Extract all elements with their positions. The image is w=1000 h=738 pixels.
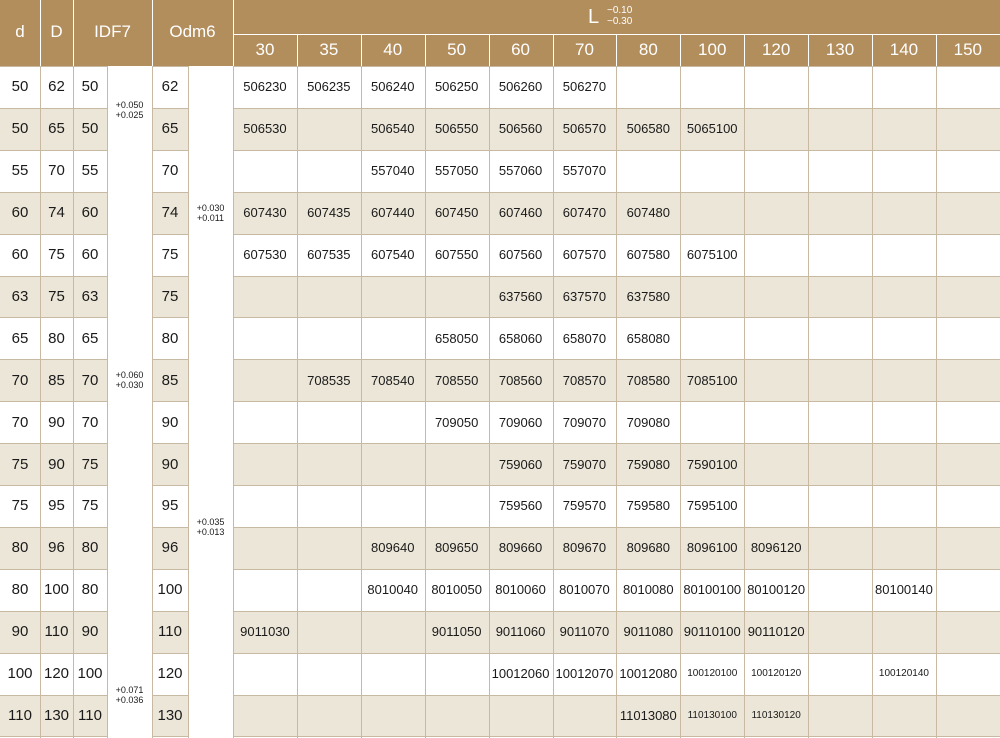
header-divider [744, 34, 745, 66]
cell-D: 62 [48, 78, 65, 96]
part-code: 11013080 [619, 707, 677, 723]
part-code: 658050 [434, 330, 479, 346]
cell-odm6: 74 [161, 204, 179, 222]
part-code: 637580 [626, 288, 671, 304]
part-code: 607470 [562, 205, 607, 221]
part-code: 80100100 [683, 582, 742, 598]
part-code: 506540 [371, 121, 415, 137]
cell-d: 60 [11, 204, 29, 222]
part-code: 8010050 [431, 582, 482, 598]
header-divider [425, 34, 426, 66]
part-code: 557060 [498, 163, 543, 179]
part-code: 506235 [307, 79, 351, 95]
cell-odm6: 75 [161, 246, 179, 264]
part-code: 80100120 [747, 582, 806, 598]
part-code: 759080 [626, 456, 671, 472]
header-divider [152, 0, 153, 66]
part-code: 100120100 [687, 668, 738, 680]
idf7-tolerance [107, 685, 152, 705]
part-code: 557040 [371, 163, 415, 179]
part-code: 506270 [562, 79, 607, 95]
part-code: 637570 [562, 288, 607, 304]
cell-odm6: 90 [161, 413, 179, 431]
part-code: 708535 [307, 372, 351, 388]
part-code: 809640 [371, 540, 415, 556]
tolerance-upper: +0.030 [196, 203, 225, 213]
part-code: 708580 [626, 372, 671, 388]
grid-line [808, 66, 809, 738]
part-code: 607480 [626, 205, 671, 221]
header-length-70: 70 [574, 40, 594, 59]
part-code: 759570 [562, 498, 607, 514]
header-divider [233, 0, 234, 66]
cell-d: 63 [11, 287, 29, 305]
part-code: 9011050 [431, 624, 482, 640]
part-code: 506250 [434, 79, 479, 95]
cell-odm6: 95 [161, 497, 179, 515]
part-code: 658070 [562, 330, 607, 346]
header-length-60: 60 [511, 40, 530, 59]
cell-d: 80 [11, 581, 29, 599]
part-code: 708570 [562, 372, 607, 388]
header-divider [40, 0, 41, 66]
part-code: 607450 [434, 205, 479, 221]
cell-odm6: 110 [158, 623, 182, 641]
part-code: 759580 [626, 498, 671, 514]
part-code: 9011060 [495, 624, 546, 640]
cell-odm6: 96 [161, 539, 179, 557]
odm6-tolerance [188, 517, 233, 537]
idf7-tolerance [107, 370, 152, 390]
grid-line [107, 66, 108, 738]
cell-d: 55 [11, 162, 29, 180]
cell-d: 100 [7, 665, 33, 683]
cell-d: 70 [11, 413, 29, 431]
part-code: 809650 [434, 540, 479, 556]
cell-D: 95 [48, 497, 65, 515]
cell-D: 100 [43, 581, 70, 599]
header-divider [361, 34, 362, 66]
cell-odm6: 65 [161, 120, 179, 138]
part-code: 7595100 [686, 498, 738, 514]
cell-odm6: 120 [157, 665, 183, 683]
tolerance-column-bg [188, 66, 233, 738]
part-code: 709080 [626, 414, 671, 430]
cell-d: 50 [11, 78, 29, 96]
header-length-35: 35 [319, 40, 339, 59]
part-code: 100120140 [878, 668, 929, 680]
part-code: 9011030 [240, 624, 290, 640]
tolerance-upper: +0.050 [115, 100, 144, 110]
cell-d: 90 [11, 623, 29, 641]
part-code: 7085100 [686, 372, 738, 388]
cell-odm6: 100 [157, 581, 183, 599]
header-divider [553, 34, 554, 66]
cell-idf7: 90 [81, 623, 99, 641]
part-code: 8010040 [367, 582, 419, 598]
part-code: 100120120 [751, 668, 802, 680]
cell-odm6: 75 [161, 287, 179, 305]
tolerance-upper: +0.060 [115, 370, 144, 380]
cell-odm6: 62 [161, 78, 179, 96]
header-divider [233, 34, 1000, 35]
part-code: 80100140 [875, 582, 933, 598]
cell-idf7: 50 [81, 78, 99, 96]
part-code: 10012060 [491, 666, 550, 682]
header-d: d [0, 0, 40, 66]
cell-idf7: 63 [81, 287, 99, 305]
part-code: 607580 [626, 247, 671, 263]
cell-idf7: 75 [81, 497, 99, 515]
cell-D: 80 [48, 329, 65, 347]
grid-line [872, 66, 873, 738]
cell-D: 70 [48, 162, 65, 180]
cell-idf7: 80 [81, 581, 99, 599]
part-code: 759070 [562, 456, 607, 472]
header-idf7: IDF7 [73, 0, 152, 66]
header-length-150: 150 [953, 40, 983, 59]
header-divider [489, 34, 490, 66]
part-code: 8096100 [686, 540, 738, 556]
cell-idf7: 75 [81, 455, 99, 473]
part-code: 607435 [307, 205, 351, 221]
cell-odm6: 85 [161, 371, 179, 389]
cell-d: 50 [11, 120, 29, 138]
part-code: 637560 [498, 288, 543, 304]
cell-odm6: 90 [161, 455, 179, 473]
part-code: 607530 [243, 247, 287, 263]
header-length-120: 120 [761, 40, 791, 59]
part-code: 9011070 [559, 624, 610, 640]
header-length-80: 80 [638, 40, 658, 59]
header-divider [808, 34, 809, 66]
part-code: 607540 [371, 247, 415, 263]
part-code: 709050 [434, 414, 479, 430]
cell-odm6: 70 [161, 162, 179, 180]
tolerance-lower: +0.036 [115, 695, 144, 705]
header-length-40: 40 [383, 40, 403, 59]
header-L-tol-lower: −0.30 [607, 16, 633, 27]
grid-line [297, 66, 298, 738]
cell-idf7: 110 [78, 706, 102, 724]
part-code: 607460 [498, 205, 543, 221]
part-code: 759060 [498, 456, 543, 472]
part-code: 709060 [498, 414, 543, 430]
idf7-tolerance [107, 100, 152, 120]
cell-D: 85 [48, 371, 65, 389]
cell-idf7: 70 [81, 413, 99, 431]
part-code: 506260 [498, 79, 543, 95]
part-code: 607560 [498, 247, 543, 263]
header-L-tol-upper: −0.10 [607, 5, 633, 16]
header-divider [616, 34, 617, 66]
cell-idf7: 50 [81, 120, 99, 138]
cell-idf7: 60 [81, 204, 99, 222]
part-code: 809680 [626, 540, 671, 556]
cell-d: 75 [11, 455, 29, 473]
cell-D: 65 [48, 120, 65, 138]
cell-D: 75 [48, 287, 65, 305]
part-code: 607430 [243, 205, 287, 221]
part-code: 607550 [434, 247, 479, 263]
part-code: 5065100 [686, 121, 738, 137]
part-code: 709070 [562, 414, 607, 430]
part-code: 708540 [371, 372, 415, 388]
part-code: 557050 [434, 163, 479, 179]
header-divider [73, 0, 74, 66]
part-code: 10012070 [555, 666, 614, 682]
part-code: 506570 [562, 121, 607, 137]
grid-line [936, 66, 937, 738]
cell-D: 130 [43, 706, 70, 724]
part-code: 7590100 [686, 456, 738, 472]
header-length-30: 30 [255, 40, 275, 59]
part-code: 607440 [371, 205, 415, 221]
part-code: 10012080 [619, 666, 678, 682]
cell-idf7: 60 [81, 246, 99, 264]
part-code: 8010080 [623, 582, 674, 598]
cell-d: 65 [11, 329, 29, 347]
part-code: 809660 [498, 540, 543, 556]
cell-odm6: 80 [161, 329, 179, 347]
header-D: D [40, 0, 73, 66]
part-code: 506580 [626, 121, 671, 137]
part-code: 8096120 [750, 540, 802, 556]
part-code: 110130120 [751, 709, 801, 721]
cell-idf7: 70 [81, 371, 99, 389]
header-length-100: 100 [698, 40, 727, 59]
part-code: 506560 [498, 121, 543, 137]
part-code: 708550 [434, 372, 479, 388]
header-divider [872, 34, 873, 66]
cell-idf7: 65 [81, 329, 99, 347]
part-code: 607570 [562, 247, 607, 263]
cell-odm6: 130 [157, 706, 183, 724]
cell-D: 74 [48, 204, 65, 222]
header-divider [936, 34, 937, 66]
part-code: 506550 [434, 121, 479, 137]
cell-idf7: 100 [77, 665, 103, 683]
cell-d: 80 [11, 539, 29, 557]
tolerance-upper: +0.071 [115, 685, 144, 695]
part-code: 809670 [562, 540, 607, 556]
part-code: 759560 [498, 498, 543, 514]
part-code: 658080 [626, 330, 671, 346]
cell-d: 75 [11, 497, 29, 515]
header-length-140: 140 [889, 40, 919, 59]
tolerance-lower: +0.030 [115, 380, 144, 390]
part-code: 90110100 [683, 624, 741, 640]
part-code: 506230 [243, 79, 287, 95]
grid-line [152, 736, 188, 737]
cell-D: 90 [48, 455, 65, 473]
part-code: 90110120 [747, 624, 805, 640]
part-code: 110130100 [687, 709, 737, 721]
header-length-130: 130 [825, 40, 855, 59]
part-code: 506530 [243, 121, 287, 137]
odm6-tolerance [188, 203, 233, 223]
tolerance-column-bg [107, 66, 152, 738]
cell-D: 110 [44, 623, 69, 641]
cell-d: 110 [8, 706, 32, 724]
header-divider [297, 34, 298, 66]
cell-D: 96 [48, 539, 65, 557]
cell-D: 90 [48, 413, 65, 431]
cell-d: 60 [11, 246, 29, 264]
tolerance-lower: +0.013 [196, 527, 225, 537]
cell-idf7: 80 [81, 539, 99, 557]
tolerance-lower: +0.011 [196, 213, 225, 223]
part-code: 9011080 [623, 624, 674, 640]
header-odm6: Odm6 [152, 0, 233, 66]
part-code: 8010070 [559, 582, 610, 598]
part-code: 506240 [371, 79, 415, 95]
part-code: 607535 [307, 247, 351, 263]
part-code: 708560 [498, 372, 543, 388]
grid-line [0, 736, 107, 737]
cell-D: 120 [43, 665, 70, 683]
tolerance-lower: +0.025 [115, 110, 144, 120]
part-code: 6075100 [686, 247, 738, 263]
cell-idf7: 55 [81, 162, 99, 180]
header-length-50: 50 [447, 40, 467, 59]
tolerance-upper: +0.035 [196, 517, 225, 527]
header-L: L [588, 6, 600, 28]
part-code: 8010060 [495, 582, 546, 598]
part-code: 658060 [498, 330, 543, 346]
cell-D: 75 [48, 246, 65, 264]
part-code: 557070 [562, 163, 607, 179]
cell-d: 70 [11, 371, 29, 389]
header-divider [680, 34, 681, 66]
grid-line [188, 66, 189, 738]
